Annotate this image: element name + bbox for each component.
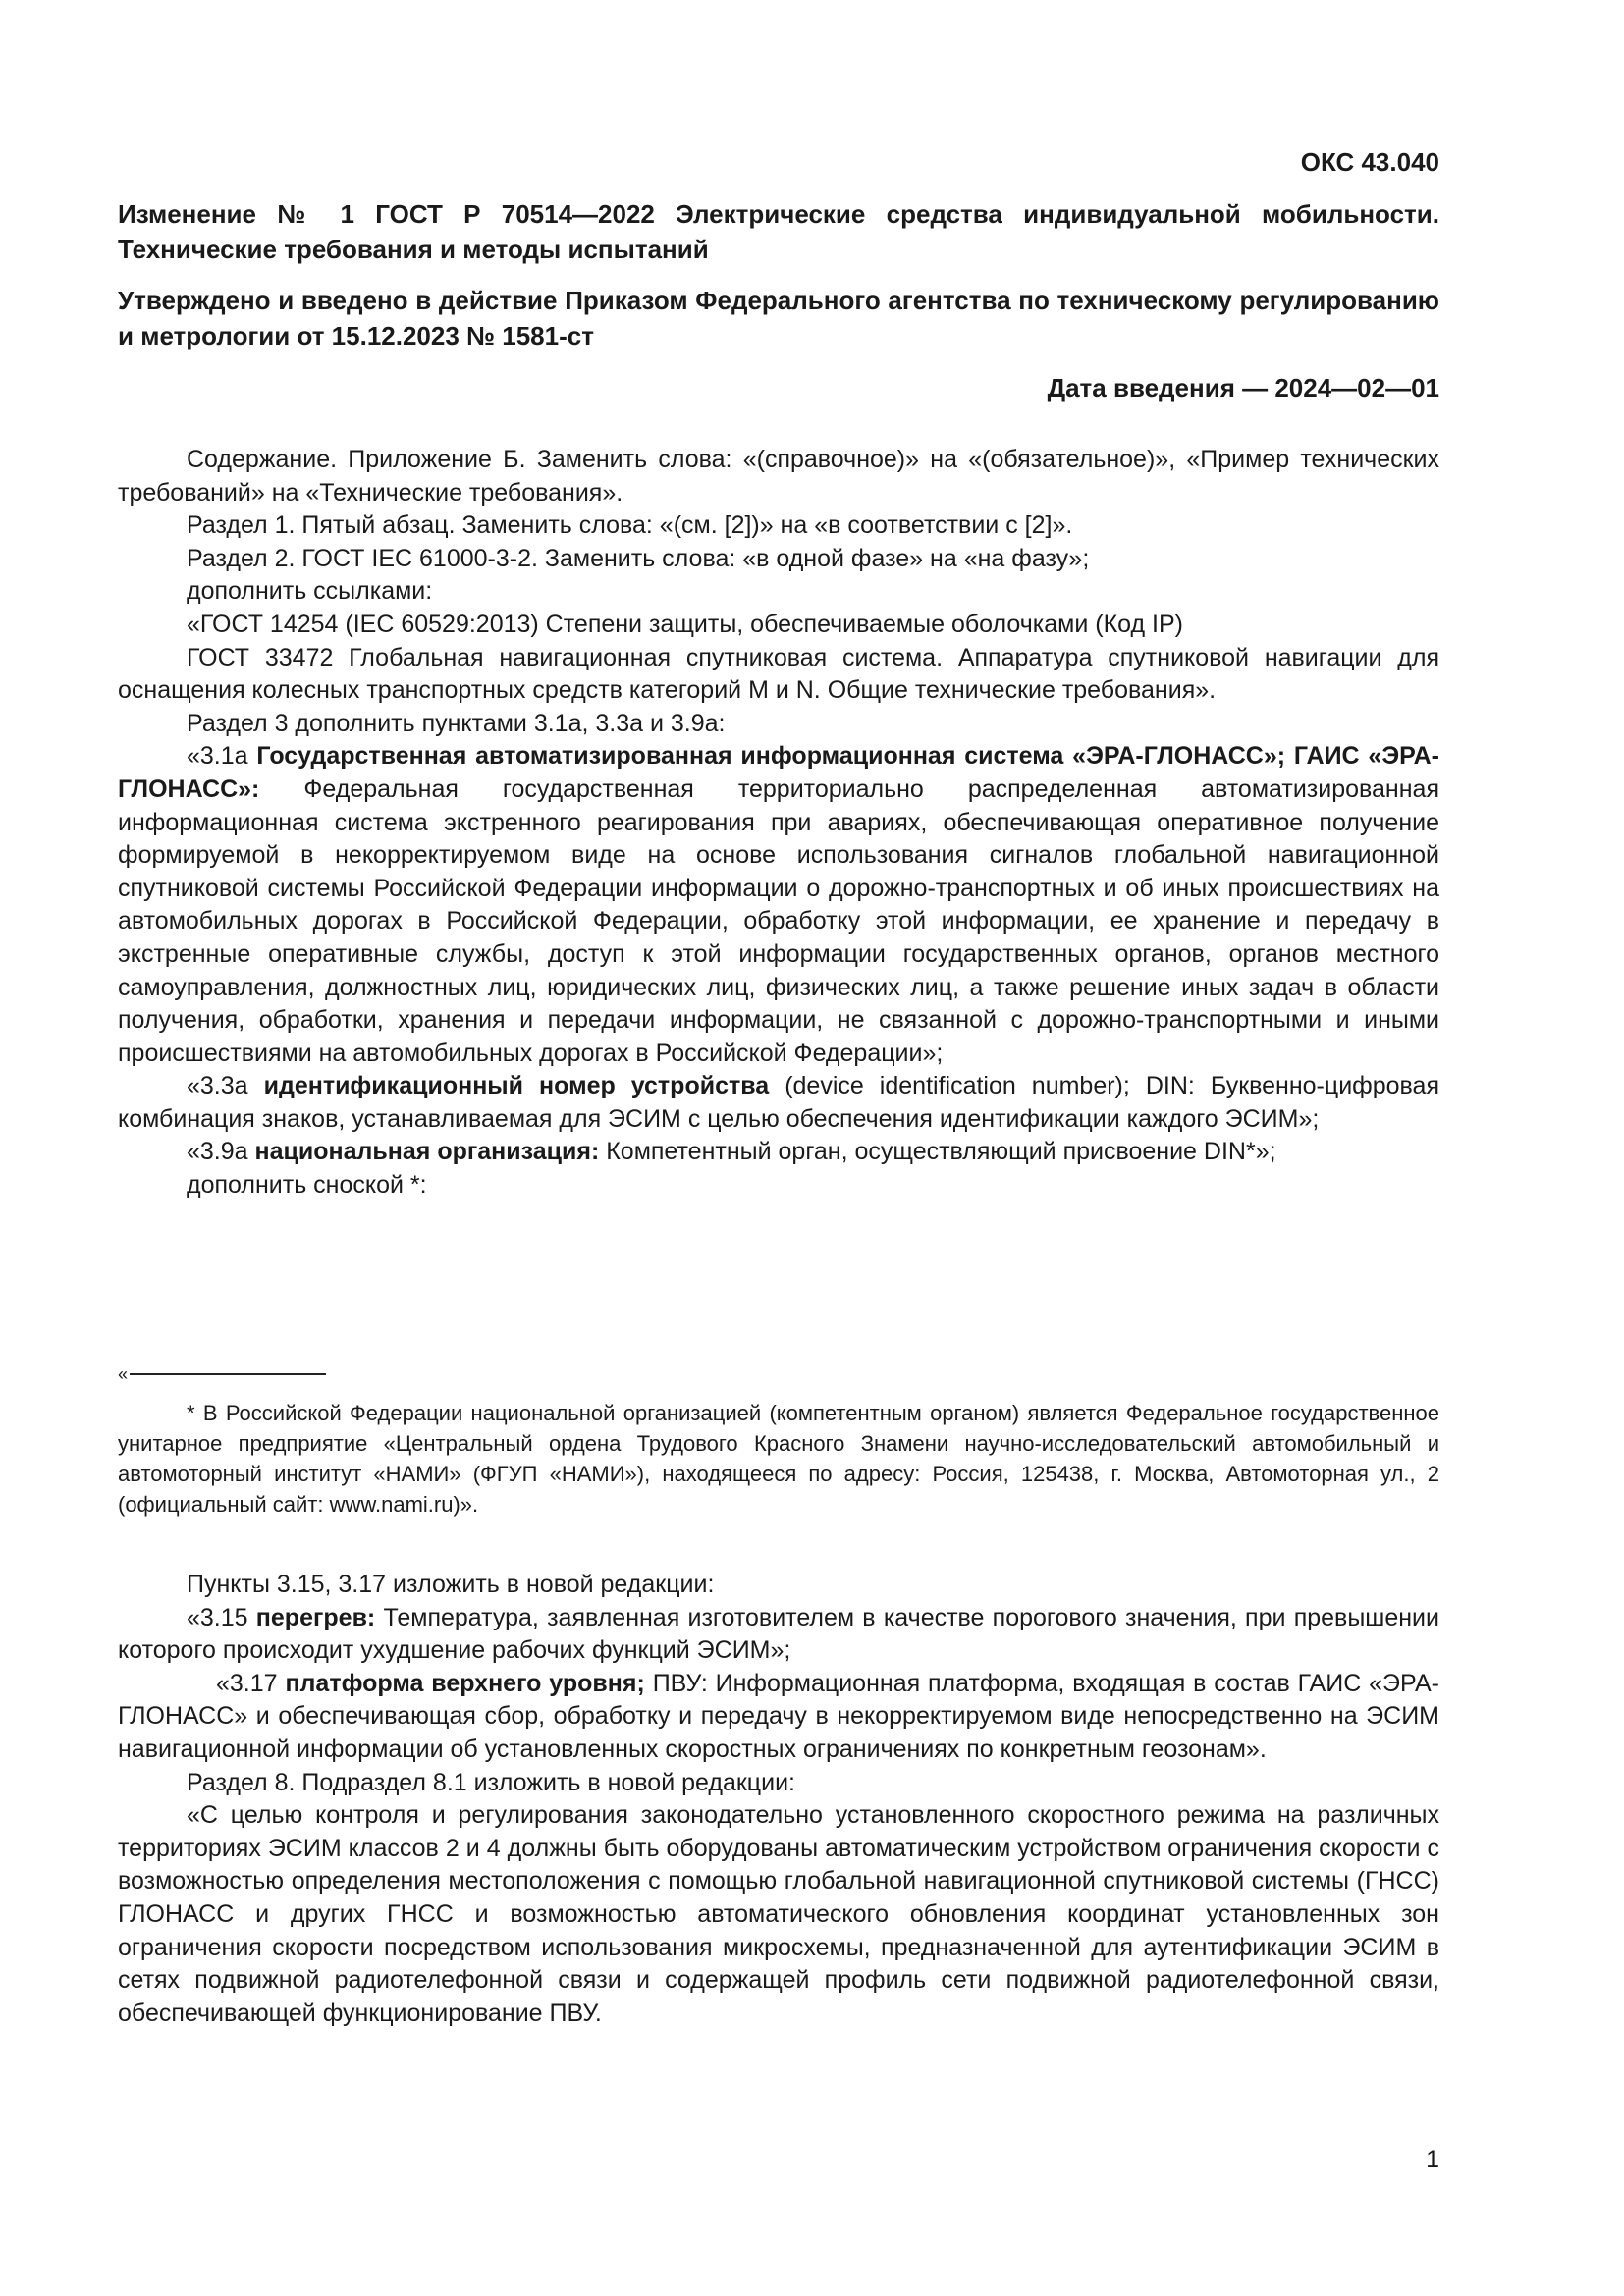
paragraph-section8-text: «С целью контроля и регулирования законодательно установленного скоростного режима на различных территориях ЭСИМ классов 2 и 4 должны быть оборудованы автоматическим устройством ограничения скорости с возможностью определения местоположения с помощью глобальной навигационной спутниковой системы (ГНСС) ГЛОНАСС и других ГНСС и возможностью автоматического обновления координат установленных зон ограничения скорости посредством использования микросхемы, предназначенной для аутентификации ЭСИМ в сетях подвижной радиотелефонной связи и содержащей профиль сети подвижной радиотелефонной связи, обеспечивающей функционирование ПВУ. [118, 1801, 1439, 2027]
definition-term: Государственная автоматизированная информационная система «ЭРА-ГЛОНАСС»; ГАИС «ЭРА-ГЛОНАСС»: [118, 742, 1439, 803]
paragraph-points-intro: Пункты 3.15, 3.17 изложить в новой редакции: [187, 1571, 715, 1598]
footnote-separator [118, 1364, 1439, 1384]
definition-3-15 [118, 1602, 1439, 1668]
amendment-body-continued [118, 1569, 1439, 2030]
definition-number: «3.9а [187, 1138, 255, 1166]
definition-3-9a [118, 1136, 1439, 1169]
definition-term: перегрев: [255, 1603, 376, 1631]
page-number: 1 [1426, 2146, 1439, 2173]
definition-text: Федеральная государственная территориально распределенная автоматизированная информационная система экстренного реагирования при авариях, обеспечивающая оперативное получение формируемой в некорректируемом виде на основе использования сигналов глобальной навигационной спутниковой системы Российской Федерации информации о дорожно-транспортных и об иных происшествиях на автомобильных дорогах в Российской Федерации, обработку этой информации, ее хранение и передачу в экстренные оперативные службы, доступ к этой информации государственных органов, органов местного самоуправления, должностных лиц, юридических лиц, физических лиц, а также решение иных задач в области получения, обработки, хранения и передачи информации, не связанной с дорожно-транспортными и иными происшествиями на автомобильных дорогах в Российской Федерации»; [118, 774, 1439, 1067]
definition-number: «3.17 [216, 1669, 286, 1697]
effective-date: Дата введения — 2024—02—01 [1047, 373, 1439, 402]
paragraph-gost-14254: «ГОСТ 14254 (IEC 60529:2013) Степени защиты, обеспечиваемые оболочками (Код IP) [187, 610, 1183, 638]
definition-3-3a [118, 1070, 1439, 1136]
paragraph-contents: Содержание. Приложение Б. Заменить слова: «(справочное)» на «(обязательное)», «Пример технических требований» на «Технические требования». [118, 446, 1439, 507]
definition-3-1a [118, 740, 1439, 1070]
definition-text: ПВУ: Информационная платформа, входящая в состав ГАИС «ЭРА-ГЛОНАСС» и обеспечивающая сбор, обработку и передачу в некорректируемом виде непосредственно на ЭСИМ навигационной информации об установленных скоростных ограничениях по конкретным геозонам». [118, 1669, 1440, 1763]
document-title: Изменение № 1 ГОСТ Р 70514—2022 Электрические средства индивидуальной мобильности. Технические требования и методы испытаний [118, 199, 1439, 264]
definition-term: идентификационный номер устройства [263, 1072, 770, 1100]
footnote-text: * В Российской Федерации национальной организацией (компетентным органом) является Федеральное государственное унитарное предприятие «Центральный ордена Трудового Красного Знамени научно-исследовательский автомобильный и автомоторный институт «НАМИ» (ФГУП «НАМИ»), находящееся по адресу: Россия, 125438, г. Москва, Автомоторная ул., 2 (официальный сайт: www.nami.ru)». [118, 1401, 1439, 1517]
paragraph-add-refs: дополнить ссылками: [187, 577, 433, 606]
definition-term: национальная организация: [254, 1138, 600, 1166]
definition-number: «3.3а [187, 1072, 264, 1100]
paragraph-footnote-intro: дополнить сноской *: [187, 1171, 427, 1200]
definition-term: платформа верхнего уровня; [285, 1669, 645, 1697]
definition-number: «3.15 [187, 1603, 256, 1631]
paragraph-gost-33472: ГОСТ 33472 Глобальная навигационная спутниковая система. Аппаратура спутниковой навигации для оснащения колесных транспортных средств категорий М и N. Общие технические требования». [118, 643, 1439, 705]
definition-number: «3.1а [187, 742, 257, 771]
approval-statement: Утверждено и введено в действие Приказом Федерального агентства по техническому регулированию и метрологии от 15.12.2023 № 1581-ст [118, 286, 1439, 350]
oks-code: ОКС 43.040 [1300, 147, 1439, 177]
paragraph-section3: Раздел 3 дополнить пунктами 3.1а, 3.3а и 3.9а: [187, 709, 726, 737]
definition-text: (device identification number); DIN: Буквенно-цифровая комбинация знаков, устанавливаемая для ЭСИМ с целью обеспечения идентификации каждого ЭСИМ»; [118, 1072, 1439, 1133]
footnote-rule-line [130, 1373, 326, 1375]
footnote-open-quote: « [118, 1364, 129, 1384]
amendment-body [118, 444, 1439, 1202]
definition-text: Компетентный орган, осуществляющий присвоение DIN*»; [599, 1138, 1276, 1166]
paragraph-section2: Раздел 2. ГОСТ IEC 61000-3-2. Заменить слова: «в одной фазе» на «на фазу»; [187, 544, 1090, 572]
footnote-block [118, 1364, 1439, 1520]
paragraph-section8: Раздел 8. Подраздел 8.1 изложить в новой редакции: [187, 1768, 795, 1796]
paragraph-section1: Раздел 1. Пятый абзац. Заменить слова: «(см. [2])» на «в соответствии с [2]». [187, 511, 1073, 540]
definition-3-17 [118, 1668, 1439, 1767]
definition-text: Температура, заявленная изготовителем в качестве порогового значения, при превышении которого происходит ухудшение рабочих функций ЭСИМ»; [118, 1603, 1439, 1665]
